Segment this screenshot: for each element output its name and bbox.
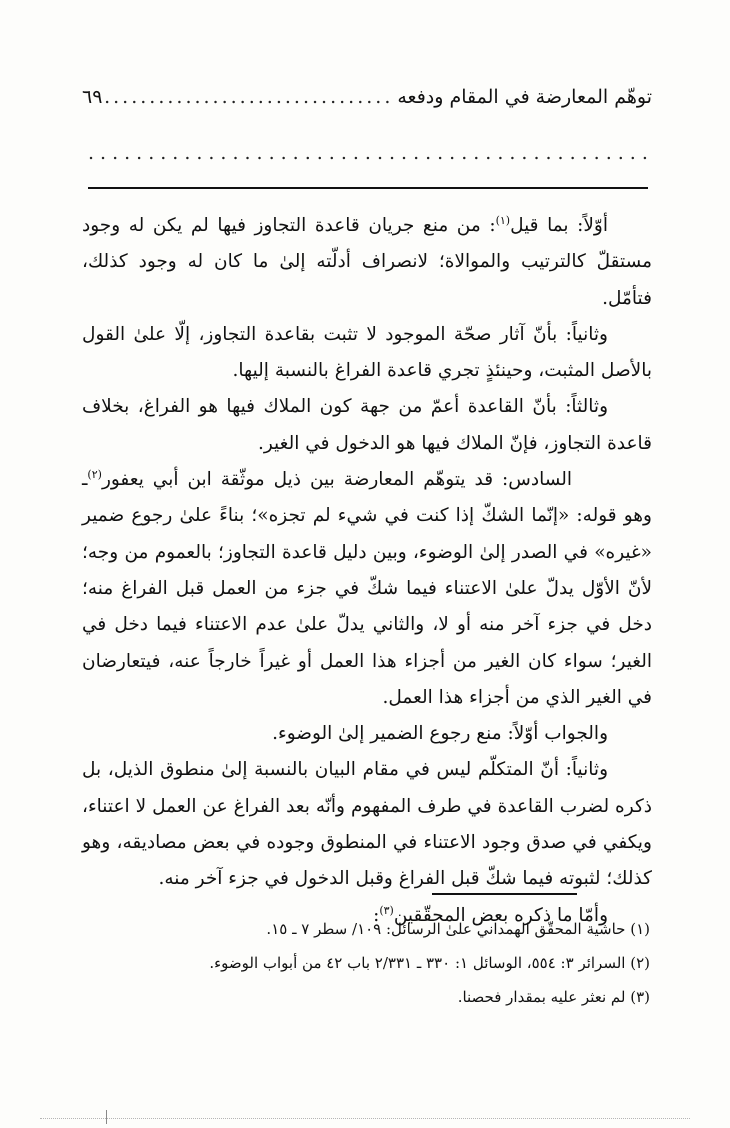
paragraph-sixth: السادس: قد يتوهّم المعارضة بين ذيل موثّقة ابن أبي يعفور$^{(٢)}$ـ وهو قوله: «إنّما الشكّ إذا كنت في شيء لم تجزه»؛ بناءً علىٰ رجوع ضمير «غيره» في الصدر إلىٰ الوضوء، وبين دليل قاعدة التجاوز؛ بالعموم من وجه؛ لأنّ الأوّل يدلّ علىٰ الاعتناء فيما شكّ في جزء من العمل قبل الفراغ منه؛ دخل في جزء آخر منه أو لا، والثاني يدلّ علىٰ عدم الاعتناء فيما دخل في الغير؛ سواء كان الغير من أجزاء هذا العمل أو غيراً خارجاً عنه، فيتعارضان في الغير الذي من أجزاء هذا العمل. (82, 467, 652, 708)
header-title: توهّم المعارضة في المقام ودفعه (397, 86, 652, 108)
decorative-dot-row (88, 142, 648, 162)
footnotes (100, 912, 650, 1014)
header-rule (88, 187, 648, 189)
paragraph-first: أوّلاً: بما قيل$^{(١)}$: من منع جريان قاعدة التجاوز فيها لم يكن له وجود مستقلّ كالترتيب والموالاة؛ لانصراف أدلّته إلىٰ ما كان له وجود كذلك، فتأمّل. (82, 213, 652, 309)
paragraph-answer-first: والجواب أوّلاً: منع رجوع الضمير إلىٰ الوضوء. (272, 723, 608, 745)
footnote-3: (٣) لم نعثر عليه بمقدار فحصنا. (457, 988, 650, 1006)
paragraph-last: وأمّا ما ذكره بعض المحقّقين$^{(٣)}$: (373, 903, 608, 926)
running-header (82, 86, 652, 116)
page-number: ٦٩ (82, 86, 103, 108)
footnote-rule (432, 893, 577, 895)
scan-bottom-edge (40, 1118, 690, 1119)
footnote-ref-3: (٣) (379, 903, 394, 917)
paragraph-answer-second: وثانياً: أنّ المتكلّم ليس في مقام البيان بالنسبة إلىٰ منطوق الذيل، بل ذكره لضرب القاعدة في طرف المفهوم وأنّه بعد الفراغ عن العمل لا اعتناء، ويكفي في صدق وجود الاعتناء في المنطوق وجوده في بعض مصاديقه، وهو كذلك؛ لثبوته فيما شكّ قبل الفراغ وقبل الدخول في جزء آخر منه. (82, 759, 652, 890)
paragraph-third: وثالثاً: بأنّ القاعدة أعمّ من جهة كون الملاك فيها هو الفراغ، بخلاف قاعدة التجاوز، فإنّ الملاك فيها هو الدخول في الغير. (82, 396, 652, 454)
scan-edge-mark (106, 1110, 107, 1124)
footnote-1: (١) حاشية المحقّق الهمداني علىٰ الرسائل: ١٠٩/ سطر ٧ ـ ١٥. (266, 920, 650, 938)
footnote-ref-2: (٢) (87, 467, 102, 481)
footnote-ref-1: (١) (495, 213, 511, 227)
paragraph-second: وثانياً: بأنّ آثار صحّة الموجود لا تثبت بقاعدة التجاوز، إلّا علىٰ القول بالأصل المثبت، وحينئذٍ تجري قاعدة الفراغ بالنسبة إليها. (82, 323, 652, 382)
main-text (82, 208, 652, 934)
header-leader-dots (102, 86, 397, 108)
footnote-2: (٢) السرائر ٣: ٥٥٤، الوسائل ١: ٣٣٠ ـ ٢/٣٣١ باب ٤٢ من أبواب الوضوء. (209, 954, 650, 972)
